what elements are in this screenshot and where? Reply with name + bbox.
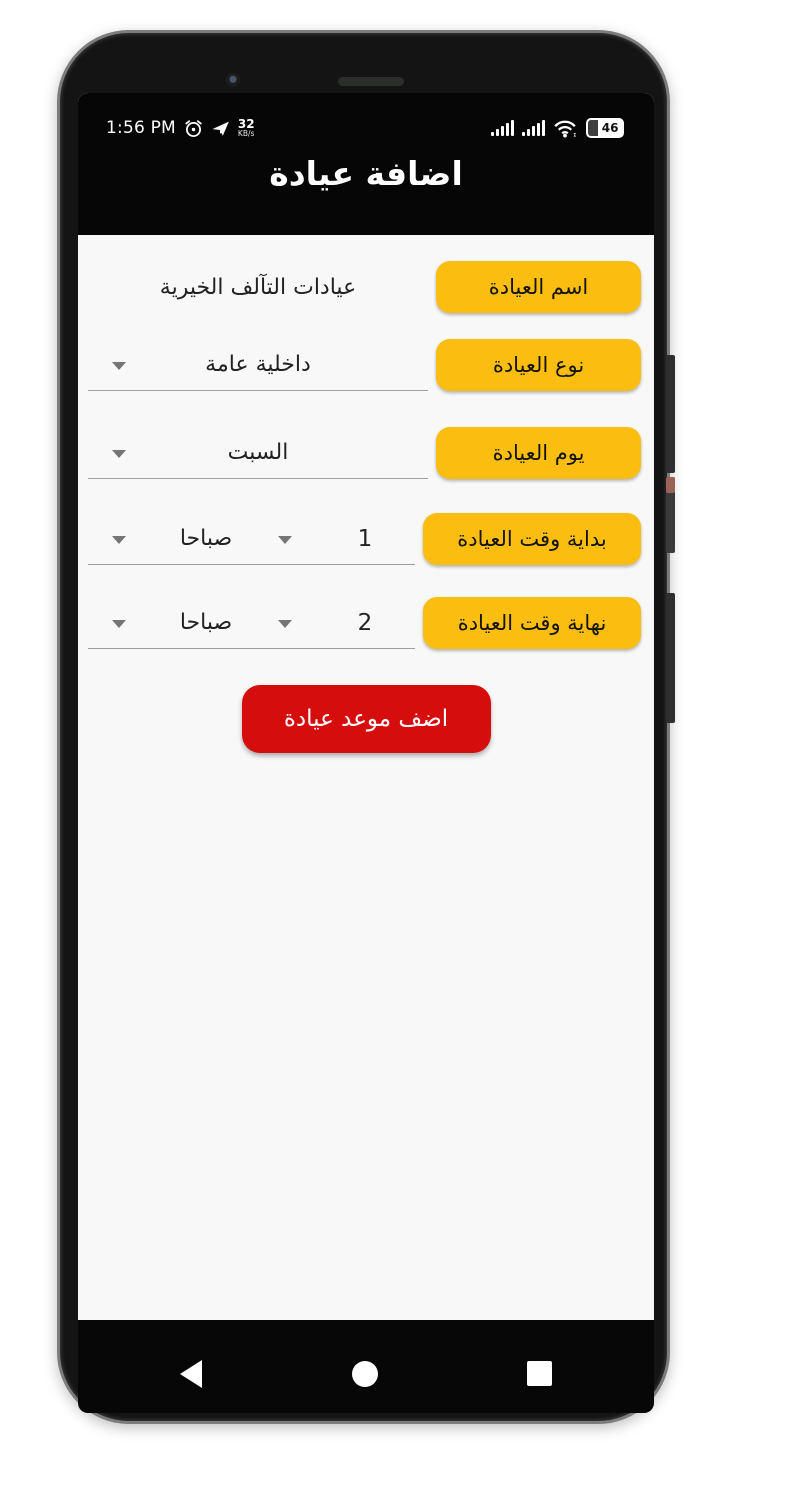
start-period-select[interactable]: صباحا [179,526,233,551]
add-appointment-button[interactable]: اضف موعد عيادة [242,685,491,753]
clinic-day-select[interactable] [88,427,428,479]
nav-home-icon[interactable] [352,1361,378,1387]
form-content [78,235,654,1320]
chevron-down-icon[interactable] [278,620,292,628]
volume-button [666,593,675,723]
nav-recents-icon[interactable] [527,1361,552,1386]
chevron-down-icon [112,362,126,370]
battery-icon [586,118,624,138]
signal-icon [522,120,545,136]
telegram-icon [211,119,230,138]
phone-frame [57,30,670,1424]
status-bar [78,93,654,141]
app-header [78,93,654,235]
chevron-down-icon[interactable] [112,536,126,544]
clinic-day-value[interactable]: السبت [227,440,289,465]
clinic-type-value[interactable]: داخلية عامة [205,352,311,377]
signal-icon [491,120,514,136]
front-camera [226,73,240,87]
screen [78,93,654,1413]
battery-percent: 46 [601,121,619,135]
power-button [666,477,675,553]
row-clinic-name [88,261,641,313]
wifi-icon [553,118,578,138]
row-clinic-type [88,339,641,391]
start-time-selects [88,513,415,565]
start-hour-select[interactable]: 1 [357,525,373,552]
clinic-day-label: يوم العيادة [436,427,641,479]
battery-fill [588,120,598,136]
clock-time: 1:56 PM [106,118,176,138]
android-nav-bar [78,1320,654,1413]
clinic-type-label: نوع العيادة [436,339,641,391]
alarm-icon [183,118,204,139]
row-end-time [88,597,641,649]
chevron-down-icon[interactable] [278,536,292,544]
end-period-select[interactable]: صباحا [179,610,233,635]
end-time-label: نهاية وقت العيادة [423,597,641,649]
row-clinic-day [88,427,641,479]
row-start-time [88,513,641,565]
network-speed: 32 KB/s [237,117,255,139]
earpiece-speaker [338,77,404,86]
page-title: اضافة عيادة [269,154,463,193]
chevron-down-icon[interactable] [112,620,126,628]
end-time-selects [88,597,415,649]
clinic-name-input[interactable] [88,261,428,313]
clinic-name-value[interactable]: عيادات التآلف الخيرية [159,274,357,300]
start-time-label: بداية وقت العيادة [423,513,641,565]
nav-back-icon[interactable] [180,1360,202,1388]
clinic-type-select[interactable] [88,339,428,391]
chevron-down-icon [112,450,126,458]
side-button-top [666,355,675,473]
clinic-name-label: اسم العيادة [436,261,641,313]
end-hour-select[interactable]: 2 [357,609,373,636]
